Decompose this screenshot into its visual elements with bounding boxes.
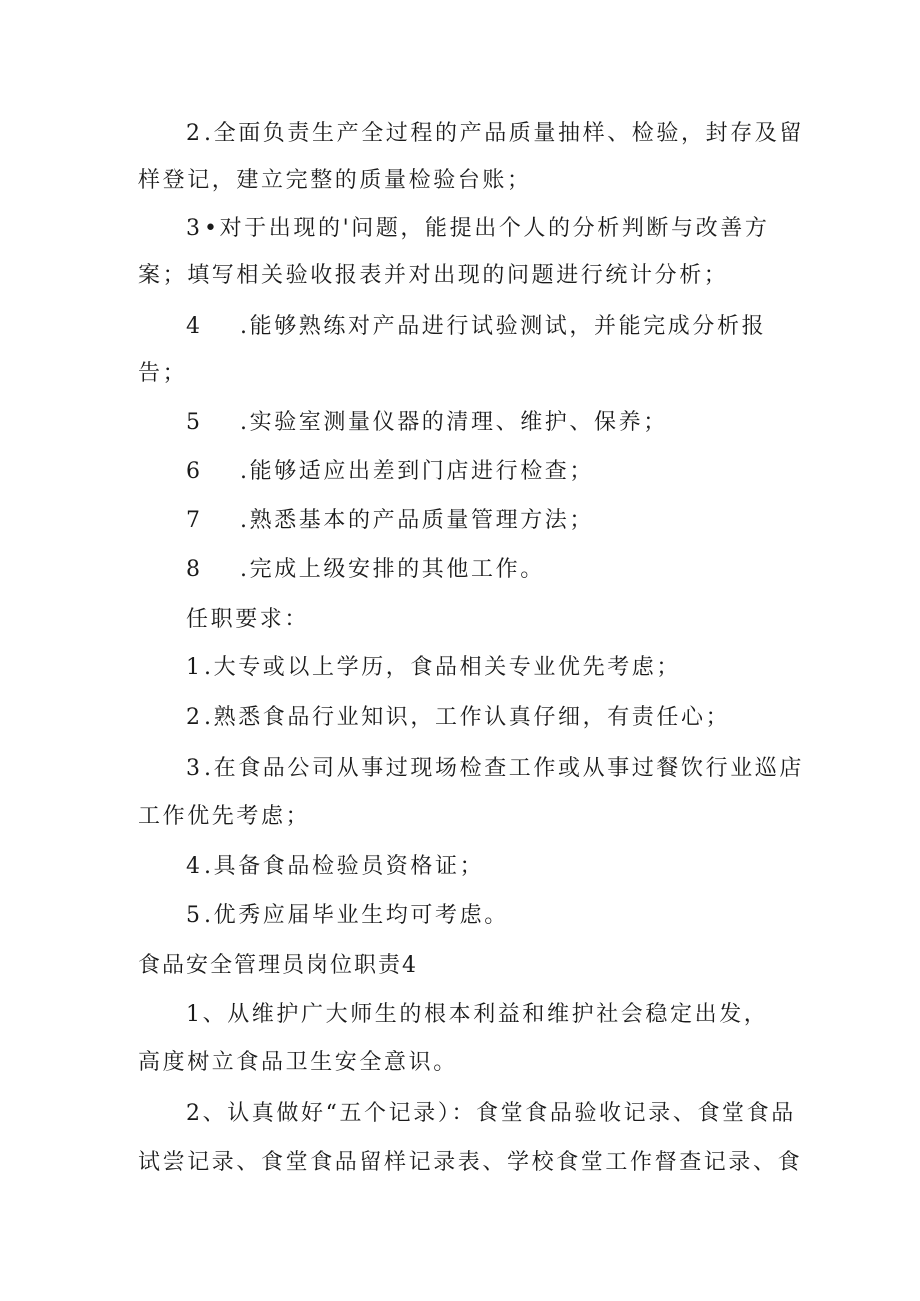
duty-3-line-1 [186,214,769,244]
duty-7-text: .熟悉基本的产品质量管理方法； [240,508,594,533]
duty-8-number: 8 [186,557,203,582]
requirement-5-text: .优秀应届毕业生均可考虑。 [204,903,509,928]
duty-2-number: 2 [186,121,203,146]
requirement-3-line-2: 工作优先考虑； [138,804,311,829]
requirement-4-number: 4 [186,854,203,879]
requirement-3-number: 3 [186,756,203,781]
duty-6-number: 6 [186,459,203,484]
duty-2-text: .全面负责生产全过程的产品质量抽样、检验，封存及留 [204,121,804,146]
requirements-heading: 任职要求： [186,607,310,632]
duty-4-number: 4 [186,314,203,339]
duty-3-text: •对于出现的'问题，能提出个人的分析判断与改善方 [204,216,770,241]
duty-6-line [186,457,594,487]
requirement-3-text: .在食品公司从事过现场检查工作或从事过餐饮行业巡店 [204,756,804,781]
duty-3-number: 3 [186,216,203,241]
duty-2-line-2: 样登记，建立完整的质量检验台账； [138,168,532,193]
duty-4-line-1 [186,312,766,342]
duty-2-line-1 [186,119,804,149]
requirement-1-text: .大专或以上学历，食品相关专业优先考虑； [204,655,681,680]
section-item-2-line-2: 试尝记录、食堂食品留样记录表、学校食堂工作督查记录、食 [138,1150,803,1175]
duty-5-line [186,408,668,438]
duty-3-line-2: 案；填写相关验收报表并对出现的问题进行统计分析； [138,263,729,288]
requirement-4-text: .具备食品检验员资格证； [204,854,485,879]
requirement-2-line [186,703,730,733]
requirement-1-number: 1 [186,655,203,680]
requirement-2-text: .熟悉食品行业知识，工作认真仔细，有责任心； [204,705,731,730]
duty-6-text: .能够适应出差到门店进行检查； [240,459,594,484]
duty-4-line-2: 告； [138,361,188,386]
duty-7-line [186,506,594,536]
section-item-1-line-2: 高度树立食品卫生安全意识。 [138,1050,458,1075]
duty-7-number: 7 [186,508,203,533]
requirement-5-line [186,901,509,931]
section-title: 食品安全管理员岗位职责4 [138,953,418,978]
requirement-2-number: 2 [186,705,203,730]
duty-4-text: .能够熟练对产品进行试验测试，并能完成分析报 [240,314,767,339]
duty-8-text: .完成上级安排的其他工作。 [240,557,545,582]
requirement-1-line [186,653,681,683]
duty-5-number: 5 [186,410,203,435]
duty-8-line [186,555,545,585]
duty-5-text: .实验室测量仪器的清理、维护、保养； [240,410,668,435]
requirement-3-line-1 [186,754,804,784]
requirement-5-number: 5 [186,903,203,928]
section-item-2-line-1: 2、认真做好“五个记录）：食堂食品验收记录、食堂食品 [186,1101,796,1126]
requirement-4-line [186,852,484,882]
section-item-1-line-1: 1、从维护广大师生的根本利益和维护社会稳定出发， [186,1002,769,1027]
